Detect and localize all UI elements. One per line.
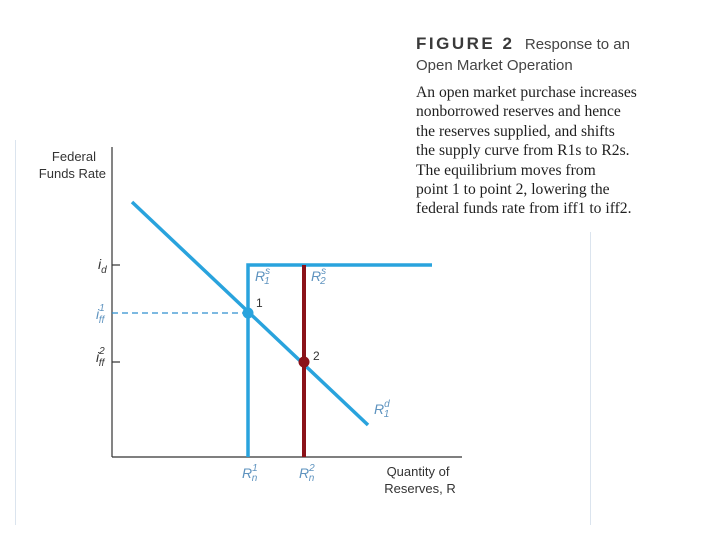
body-line-3: the reserves supplied, and shifts <box>416 122 615 140</box>
body-line-7: federal funds rate from iff1 to iff2. <box>416 200 632 218</box>
body-line-6: point 1 to point 2, lowering the <box>416 181 610 199</box>
figure-title-line1: Response to an <box>524 36 630 53</box>
x-tick-label-rn2: $R^2$ n <box>299 463 315 484</box>
equilibrium-point-2 <box>299 357 310 368</box>
equilibrium-label-1: 1 <box>256 296 263 310</box>
figure-title-line2: Open Market Operation <box>416 57 573 74</box>
y-tick-label-iff1: $i^1$ ff <box>96 303 105 326</box>
figure-label: FIGURE 2 <box>416 34 515 53</box>
y-tick-label-id: $i_d$ <box>98 256 107 276</box>
body-line-5: The equilibrium moves from <box>416 161 596 179</box>
body-line-1: An open market purchase increases <box>416 84 637 101</box>
supply2-label: $R^s$ 2 <box>311 266 327 287</box>
x-tick-label-rn1: $R^1$ n <box>242 463 258 484</box>
y-axis-title-line2: Funds Rate <box>38 166 106 181</box>
body-line-2: nonborrowed reserves and hence <box>416 103 621 121</box>
y-axis-title-line1: Federal <box>51 149 96 164</box>
x-axis-title-line2: Reserves, R <box>384 481 456 496</box>
supply1-label: $R^s$ 1 <box>255 266 271 287</box>
supply-curve-1 <box>248 265 432 457</box>
x-axis-title-line1: Quantity of <box>386 464 450 479</box>
y-tick-label-iff2: $i^2$ ff <box>96 346 105 369</box>
equilibrium-label-2: 2 <box>313 349 320 363</box>
body-line-4: the supply curve from R1s to R2s. <box>416 142 630 160</box>
equilibrium-point-1 <box>243 308 254 319</box>
demand-label: $R^d$ 1 <box>374 399 390 420</box>
